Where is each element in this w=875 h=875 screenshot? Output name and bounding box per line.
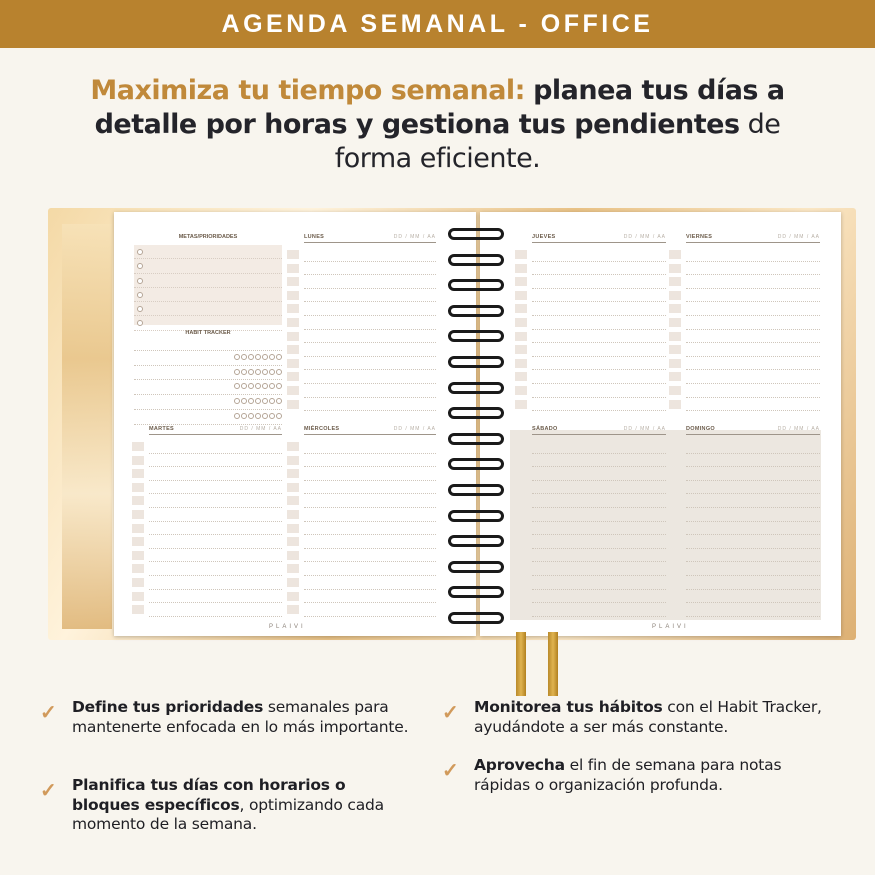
planner-row [304, 384, 436, 398]
planner-row [304, 535, 436, 549]
planner-row [532, 357, 666, 371]
habit-row [134, 336, 282, 351]
habit-row [134, 380, 282, 395]
spiral-ring [448, 535, 504, 547]
planner-row [532, 330, 666, 344]
planner-row [304, 316, 436, 330]
planner-row [532, 370, 666, 384]
planner-row [532, 576, 666, 590]
planner-row [686, 275, 820, 289]
day-martes [149, 426, 282, 616]
planner-row [304, 262, 436, 276]
planner-row [149, 494, 282, 508]
day-jueves [532, 234, 666, 414]
date-field: DD / MM / AA [393, 426, 436, 432]
planner-row [304, 522, 436, 536]
planner-row [149, 603, 282, 617]
planner-row [686, 248, 820, 262]
planner-row [304, 248, 436, 262]
brand-logo: PLAIVI [269, 624, 306, 630]
spiral-ring [448, 458, 504, 470]
planner-row [532, 343, 666, 357]
spiral-ring [448, 561, 504, 573]
planner-mockup [48, 208, 856, 640]
day-title: JUEVES [532, 234, 556, 240]
date-field: DD / MM / AA [393, 234, 436, 240]
date-field: DD / MM / AA [623, 234, 666, 240]
check-icon: ✓ [40, 702, 57, 724]
planner-row [304, 398, 436, 412]
planner-row [149, 535, 282, 549]
date-field: DD / MM / AA [239, 426, 282, 432]
planner-row [532, 494, 666, 508]
spiral-ring [448, 305, 504, 317]
planner-row [532, 508, 666, 522]
planner-row [304, 454, 436, 468]
planner-row [686, 535, 820, 549]
planner-row [532, 549, 666, 563]
habit-row [134, 351, 282, 366]
planner-row [532, 603, 666, 617]
habit-row [134, 366, 282, 381]
planner-row [149, 576, 282, 590]
metas-section [134, 234, 282, 325]
planner-row [686, 289, 820, 303]
planner-row [304, 440, 436, 454]
planner-row [304, 603, 436, 617]
planner-row [686, 330, 820, 344]
planner-row [532, 384, 666, 398]
habit-tracker [134, 330, 282, 425]
headline-bold: planea tus días a detalle por horas y gestiona tus pendientes [94, 75, 785, 140]
date-field: DD / MM / AA [777, 234, 820, 240]
planner-row [304, 549, 436, 563]
planner-row [686, 562, 820, 576]
planner-row [532, 590, 666, 604]
planner-row [304, 275, 436, 289]
day-sabado [532, 426, 666, 616]
headline [60, 74, 815, 176]
planner-row [532, 562, 666, 576]
habit-title: HABIT TRACKER [185, 330, 231, 336]
spiral-ring [448, 279, 504, 291]
planner-row [304, 481, 436, 495]
day-title: MARTES [149, 426, 175, 432]
planner-row [532, 522, 666, 536]
planner-row [532, 248, 666, 262]
planner-row [686, 262, 820, 276]
planner-row [304, 343, 436, 357]
spiral-ring [448, 382, 504, 394]
day-title: SÁBADO [532, 426, 558, 432]
planner-row [149, 508, 282, 522]
planner-row [304, 370, 436, 384]
headline-highlight: Maximiza tu tiempo semanal: [90, 75, 525, 106]
planner-row [686, 302, 820, 316]
planner-row [532, 316, 666, 330]
day-title: MIÉRCOLES [304, 426, 340, 432]
day-title: LUNES [304, 234, 325, 240]
feature-item: ✓ Monitorea tus hábitos con el Habit Tracker, ayudándote a ser más constante. [442, 698, 822, 736]
planner-row [532, 467, 666, 481]
metas-item [134, 245, 282, 259]
planner-row [532, 440, 666, 454]
planner-row [532, 535, 666, 549]
planner-row [149, 440, 282, 454]
planner-row [304, 508, 436, 522]
planner-row [686, 384, 820, 398]
cover-edge [62, 224, 112, 629]
planner-row [532, 481, 666, 495]
spiral-ring [448, 330, 504, 342]
feature-item: ✓ Planifica tus días con horarios o bloques específicos, optimizando cada momento de la semana. [40, 776, 384, 833]
check-icon: ✓ [40, 780, 57, 802]
page-banner: AGENDA SEMANAL - OFFICE [0, 0, 875, 48]
planner-row [532, 398, 666, 412]
metas-item [134, 316, 282, 330]
bookmark-ribbon [548, 632, 558, 696]
feature-item: ✓ Define tus prioridades semanales para mantenerte enfocada en lo más importante. [40, 698, 409, 736]
habit-row [134, 395, 282, 410]
planner-row [149, 562, 282, 576]
planner-row [532, 289, 666, 303]
spiral-ring [448, 433, 504, 445]
day-lunes [304, 234, 436, 414]
planner-row [149, 590, 282, 604]
planner-row [149, 454, 282, 468]
spiral-ring [448, 484, 504, 496]
day-title: DOMINGO [686, 426, 715, 432]
planner-row [532, 302, 666, 316]
planner-row [686, 467, 820, 481]
spiral-ring [448, 356, 504, 368]
planner-row [686, 440, 820, 454]
planner-row [149, 481, 282, 495]
metas-item [134, 302, 282, 316]
metas-list [134, 245, 282, 325]
planner-row [686, 454, 820, 468]
planner-row [686, 398, 820, 412]
date-field: DD / MM / AA [623, 426, 666, 432]
planner-row [149, 467, 282, 481]
feature-item: ✓ Aprovecha el fin de semana para notas rápidas o organización profunda. [442, 756, 782, 794]
metas-item [134, 288, 282, 302]
planner-row [532, 275, 666, 289]
check-icon: ✓ [442, 702, 459, 724]
planner-row [532, 454, 666, 468]
brand-logo: PLAIVI [652, 624, 689, 630]
day-domingo [686, 426, 820, 616]
planner-row [149, 522, 282, 536]
planner-row [149, 549, 282, 563]
metas-title: METAS/PRIORIDADES [178, 234, 238, 240]
check-icon: ✓ [442, 760, 459, 782]
spiral-ring [448, 510, 504, 522]
habit-row [134, 410, 282, 425]
spiral-ring [448, 228, 504, 240]
planner-row [304, 330, 436, 344]
planner-row [304, 576, 436, 590]
planner-row [686, 522, 820, 536]
date-field: DD / MM / AA [777, 426, 820, 432]
planner-row [686, 357, 820, 371]
planner-row [686, 343, 820, 357]
spiral-ring [448, 612, 504, 624]
planner-row [304, 302, 436, 316]
planner-row [686, 370, 820, 384]
planner-row [686, 494, 820, 508]
spiral-ring [448, 254, 504, 266]
planner-row [304, 357, 436, 371]
planner-row [686, 549, 820, 563]
planner-row [532, 262, 666, 276]
planner-row [304, 467, 436, 481]
planner-row [686, 316, 820, 330]
metas-item [134, 274, 282, 288]
planner-left-page [114, 212, 476, 636]
planner-row [686, 576, 820, 590]
planner-row [304, 289, 436, 303]
day-miercoles [304, 426, 436, 616]
day-viernes [686, 234, 820, 414]
planner-row [686, 590, 820, 604]
day-title: VIERNES [686, 234, 713, 240]
spiral-ring [448, 586, 504, 598]
planner-row [686, 603, 820, 617]
headline-rest: de forma eficiente. [334, 109, 781, 174]
spiral-ring [448, 407, 504, 419]
metas-item [134, 259, 282, 273]
planner-row [304, 494, 436, 508]
planner-row [304, 590, 436, 604]
spiral-binding [448, 228, 506, 628]
planner-row [686, 481, 820, 495]
planner-row [304, 562, 436, 576]
bookmark-ribbon [516, 632, 526, 696]
planner-row [686, 508, 820, 522]
planner-right-page [480, 212, 841, 636]
